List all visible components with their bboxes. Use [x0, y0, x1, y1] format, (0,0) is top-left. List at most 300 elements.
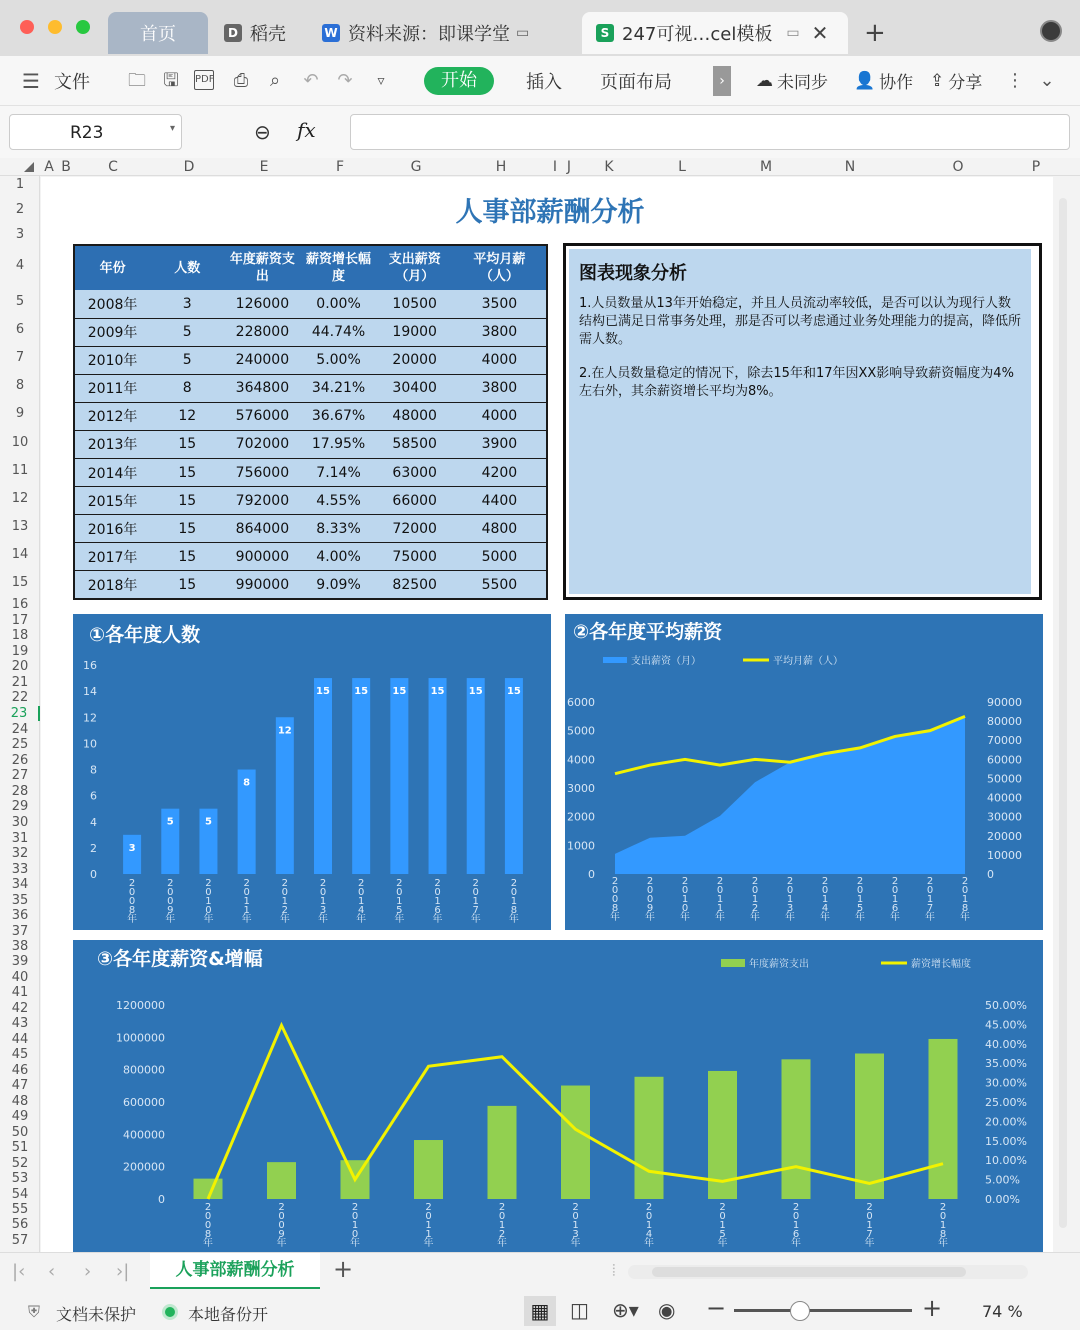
row-header[interactable]: 16	[11, 597, 29, 612]
x-tick-label: 2 0 1 8 年	[960, 876, 970, 923]
data-label: 15	[316, 686, 330, 698]
open-folder-icon[interactable]: 🗀	[128, 70, 146, 91]
column-header[interactable]: K	[604, 159, 614, 175]
analysis-box	[563, 243, 1042, 600]
tab-page-layout[interactable]	[600, 68, 672, 94]
share-icon: ⇪	[930, 70, 945, 91]
row-header[interactable]: 29	[11, 799, 29, 814]
table-cell[interactable]: 126000	[224, 290, 300, 318]
file-menu[interactable]	[54, 68, 90, 94]
row-header[interactable]: 42	[11, 1001, 29, 1016]
table-cell[interactable]: 5500	[453, 571, 547, 599]
y-tick-label: 14	[83, 685, 97, 699]
x-tick-label: 2 0 1 7 年	[864, 1202, 875, 1249]
table-cell[interactable]: 702000	[224, 430, 300, 458]
y-tick-label: 10	[83, 737, 97, 751]
table-cell[interactable]: 756000	[224, 458, 300, 486]
y-tick-label: 200000	[123, 1160, 165, 1174]
x-tick-label: 2 0 0 8 年	[127, 878, 138, 925]
y2-tick-label: 20.00%	[985, 1115, 1027, 1129]
row-header[interactable]: 11	[11, 463, 29, 478]
row-header[interactable]: 15	[11, 575, 29, 590]
share-label: 分享	[948, 73, 983, 93]
table-cell[interactable]: 3	[150, 290, 224, 318]
menu-icon[interactable]: ☰	[22, 69, 40, 93]
more-quick-icon[interactable]: ▿	[377, 73, 385, 89]
select-all-icon[interactable]	[24, 162, 34, 172]
maximize-window-button[interactable]	[76, 20, 90, 34]
row-header[interactable]: 54	[11, 1187, 29, 1202]
y2-tick-label: 10000	[987, 848, 1022, 862]
table-cell[interactable]: 4000	[453, 402, 547, 430]
tab-home[interactable]	[108, 12, 208, 54]
table-cell[interactable]: 36.67%	[300, 402, 376, 430]
x-tick-label: 2 0 1 2 年	[279, 878, 290, 925]
table-row	[74, 515, 547, 543]
close-tab-icon[interactable]: ✕	[811, 21, 829, 45]
close-window-button[interactable]	[20, 20, 34, 34]
row-header[interactable]: 43	[11, 1016, 29, 1031]
table-cell[interactable]: 7.14%	[300, 458, 376, 486]
row-header[interactable]: 37	[11, 924, 29, 939]
table-row	[74, 290, 547, 318]
sync-status-button[interactable]	[756, 68, 828, 93]
row-header[interactable]: 38	[11, 939, 29, 954]
table-cell[interactable]: 10500	[377, 290, 453, 318]
print-icon[interactable]: ⎙	[233, 70, 249, 91]
page-title: 人事部薪酬分析	[455, 197, 645, 228]
table-cell[interactable]: 15	[150, 487, 224, 515]
table-cell[interactable]: 15	[150, 515, 224, 543]
row-header[interactable]: 17	[11, 613, 29, 628]
redo-icon[interactable]: ↷	[337, 70, 353, 91]
table-cell[interactable]: 2008年	[74, 290, 150, 318]
dropdown-icon: ▾	[170, 123, 176, 134]
table-row	[74, 346, 547, 374]
x-tick-label: 2 0 0 9 年	[276, 1202, 287, 1249]
table-cell[interactable]: 63000	[377, 458, 453, 486]
table-cell[interactable]: 240000	[224, 346, 300, 374]
y-tick-label: 5000	[567, 724, 595, 738]
column-header[interactable]: P	[1031, 159, 1041, 175]
row-headers	[0, 176, 40, 1252]
protect-status[interactable]: 文档未保护	[56, 1305, 137, 1324]
column-header[interactable]: L	[678, 159, 686, 175]
y-tick-label: 0	[158, 1193, 165, 1206]
table-cell[interactable]: 2013年	[74, 430, 150, 458]
table-cell[interactable]: 8	[150, 374, 224, 402]
bar	[488, 1106, 517, 1199]
y2-tick-label: 45.00%	[985, 1018, 1027, 1032]
cloud-screen-icon: ▭	[516, 25, 530, 41]
normal-view-icon[interactable]: ▦	[524, 1296, 556, 1326]
column-header[interactable]: O	[952, 159, 964, 175]
row-header[interactable]: 23	[0, 706, 40, 721]
y-tick-label: 4	[90, 815, 97, 829]
x-tick-label: 2 0 0 8 年	[203, 1202, 213, 1249]
column-header[interactable]: J	[566, 159, 572, 175]
x-tick-label: 2 0 1 4 年	[820, 876, 830, 923]
add-sheet-icon[interactable]: +	[333, 1255, 354, 1283]
collab-button[interactable]	[854, 68, 913, 93]
bar	[467, 678, 485, 874]
row-header[interactable]: 33	[11, 862, 29, 877]
row-header[interactable]: 20	[11, 659, 29, 674]
zoom-search-icon[interactable]: ⊖	[254, 120, 271, 144]
table-cell[interactable]: 990000	[224, 571, 300, 599]
bar	[782, 1059, 811, 1199]
x-tick-label: 2 0 1 3 年	[785, 876, 795, 923]
cloud-icon: ☁	[756, 70, 773, 91]
row-header[interactable]: 26	[11, 753, 29, 768]
bar	[929, 1039, 958, 1199]
row-header[interactable]: 48	[11, 1094, 29, 1109]
y-tick-label: 1000000	[116, 1031, 165, 1045]
table-cell[interactable]: 15	[150, 458, 224, 486]
sheet-tab-bar	[0, 1252, 1080, 1292]
ribbon-scroll-right-icon[interactable]: ›	[713, 66, 731, 96]
column-header-avg-salary: 平均月薪（人）	[453, 245, 547, 290]
table-cell[interactable]: 4.55%	[300, 487, 376, 515]
table-cell[interactable]: 228000	[224, 318, 300, 346]
x-tick-label: 2 0 1 8 年	[508, 878, 519, 925]
formula-input[interactable]	[350, 114, 1070, 150]
row-header[interactable]: 31	[11, 831, 29, 846]
data-label: 5	[166, 816, 174, 828]
formula-bar	[0, 106, 1080, 158]
x-tick-label: 2 0 1 2 年	[750, 876, 760, 923]
row-header[interactable]: 2	[15, 202, 25, 217]
table-cell[interactable]: 48000	[377, 402, 453, 430]
table-cell[interactable]: 2015年	[74, 487, 150, 515]
table-cell[interactable]: 3800	[453, 374, 547, 402]
y-tick-label: 2	[90, 841, 97, 855]
table-cell[interactable]: 3900	[453, 430, 547, 458]
row-header[interactable]: 4	[15, 258, 25, 273]
row-header[interactable]: 6	[15, 322, 25, 337]
y2-tick-label: 15.00%	[985, 1134, 1027, 1148]
row-header[interactable]: 21	[11, 675, 29, 690]
row-header[interactable]: 41	[11, 985, 29, 1000]
row-header[interactable]: 22	[11, 690, 29, 705]
row-header[interactable]: 55	[11, 1202, 29, 1217]
tab-sheet-active[interactable]	[582, 12, 848, 54]
table-cell[interactable]: 12	[150, 402, 224, 430]
row-header[interactable]: 10	[11, 435, 29, 450]
first-sheet-icon[interactable]: |‹	[12, 1261, 26, 1282]
tab-doc-source[interactable]	[308, 12, 578, 54]
row-header[interactable]: 5	[15, 294, 25, 309]
chart-title: ①各年度人数	[89, 624, 201, 646]
zoom-level[interactable]: 74 %	[982, 1302, 1023, 1321]
row-header[interactable]: 40	[11, 970, 29, 985]
table-cell[interactable]: 75000	[377, 543, 453, 571]
chart-salary-growth[interactable]	[73, 940, 1043, 1252]
more-icon[interactable]: ⋮	[1006, 70, 1024, 91]
row-header[interactable]: 46	[11, 1063, 29, 1078]
table-cell[interactable]: 3500	[453, 290, 547, 318]
table-cell[interactable]: 5000	[453, 543, 547, 571]
table-cell[interactable]: 2016年	[74, 515, 150, 543]
row-header[interactable]: 1	[15, 177, 25, 192]
fx-icon[interactable]: fx	[297, 118, 316, 142]
row-header[interactable]: 52	[11, 1156, 29, 1171]
row-header[interactable]: 24	[11, 722, 29, 737]
print-preview-icon[interactable]: ⌕	[269, 70, 281, 91]
row-header[interactable]: 12	[11, 491, 29, 506]
table-cell[interactable]: 4200	[453, 458, 547, 486]
y-tick-label: 1200000	[116, 999, 165, 1012]
tab-insert-label: 插入	[526, 72, 562, 93]
legend-label: 年度薪资支出	[749, 959, 809, 970]
x-tick-label: 2 0 1 4 年	[644, 1202, 654, 1249]
table-cell[interactable]: 3800	[453, 318, 547, 346]
table-cell[interactable]: 4.00%	[300, 543, 376, 571]
column-header-monthly-salary: 支出薪资（月）	[377, 245, 453, 290]
row-header[interactable]: 45	[11, 1047, 29, 1062]
y-tick-label: 2000	[567, 810, 595, 824]
row-header[interactable]: 57	[11, 1233, 29, 1248]
row-header[interactable]: 13	[11, 519, 29, 534]
column-header-growth: 薪资增长幅度	[300, 245, 376, 290]
analysis-paragraph: 1.人员数量从13年开始稳定，并且人员流动率较低，是否可以认为现行人数结构已满足日常事务处理，那是否可以考虑通过业务处理能力的提高，降低所需人数。	[579, 296, 1022, 347]
table-cell[interactable]: 66000	[377, 487, 453, 515]
table-cell[interactable]: 864000	[224, 515, 300, 543]
y-tick-label: 6	[90, 789, 97, 803]
table-cell[interactable]: 0.00%	[300, 290, 376, 318]
legend-swatch	[603, 657, 627, 663]
salary-table	[73, 244, 548, 600]
scroll-thumb[interactable]	[652, 1267, 966, 1277]
table-cell[interactable]: 5.00%	[300, 346, 376, 374]
y2-tick-label: 90000	[987, 696, 1022, 709]
row-header[interactable]: 51	[11, 1140, 29, 1155]
row-header[interactable]: 25	[11, 737, 29, 752]
tab-start[interactable]	[424, 67, 494, 95]
column-header[interactable]: B	[61, 159, 71, 175]
row-header[interactable]: 44	[11, 1032, 29, 1047]
column-header[interactable]: N	[844, 159, 856, 175]
table-cell[interactable]: 4000	[453, 346, 547, 374]
x-tick-label: 2 0 1 1 年	[423, 1202, 434, 1249]
split-handle-icon[interactable]: ⦙	[612, 1261, 616, 1280]
chart-salary-growth-svg	[73, 940, 1043, 1252]
row-header[interactable]: 36	[11, 908, 29, 923]
table-cell[interactable]: 5	[150, 318, 224, 346]
legend-label: 支出薪资（月）	[631, 656, 701, 667]
scroll-thumb[interactable]	[1059, 198, 1067, 1228]
row-header[interactable]: 3	[15, 227, 25, 242]
table-cell[interactable]: 4800	[453, 515, 547, 543]
table-cell[interactable]: 2018年	[74, 571, 150, 599]
chart-headcount[interactable]	[73, 614, 551, 930]
tab-insert[interactable]	[526, 68, 562, 94]
status-bar	[0, 1292, 1080, 1330]
row-header[interactable]: 47	[11, 1078, 29, 1093]
y2-tick-label: 70000	[987, 734, 1022, 748]
table-row	[74, 543, 547, 571]
name-box[interactable]	[9, 114, 182, 150]
row-header[interactable]: 49	[11, 1109, 29, 1124]
tab-daoke[interactable]	[210, 12, 310, 54]
x-tick-label: 2 0 1 1 年	[715, 876, 725, 923]
avatar[interactable]	[1040, 20, 1062, 42]
zoom-slider[interactable]	[734, 1309, 912, 1312]
bar	[267, 1162, 296, 1199]
tab-start-label: 开始	[441, 70, 477, 91]
collapse-ribbon-icon[interactable]: ⌄	[1039, 70, 1055, 91]
table-cell[interactable]: 576000	[224, 402, 300, 430]
table-cell[interactable]: 58500	[377, 430, 453, 458]
table-cell[interactable]: 15	[150, 430, 224, 458]
column-header-annual-salary: 年度薪资支出	[224, 245, 300, 290]
user-icon: 👤	[854, 70, 876, 91]
table-cell[interactable]: 82500	[377, 571, 453, 599]
y-tick-label: 4000	[567, 753, 595, 767]
row-header[interactable]: 14	[11, 547, 29, 562]
sync-label: 未同步	[777, 73, 828, 93]
zoom-slider-thumb[interactable]	[790, 1301, 810, 1321]
bar	[855, 1054, 884, 1200]
data-label: 15	[468, 686, 483, 698]
column-header[interactable]: G	[410, 159, 422, 175]
x-tick-label: 2 0 1 1 年	[241, 878, 252, 925]
vertical-scrollbar[interactable]	[1053, 176, 1080, 1252]
column-header[interactable]: M	[759, 159, 773, 175]
table-cell[interactable]: 2012年	[74, 402, 150, 430]
shield-icon: ⛨	[28, 1302, 41, 1321]
column-header-headcount: 人数	[150, 245, 224, 290]
table-cell[interactable]: 15	[150, 543, 224, 571]
table-cell[interactable]: 4400	[453, 487, 547, 515]
page-view-icon[interactable]: ◫	[570, 1298, 589, 1322]
x-tick-label: 2 0 1 0 年	[203, 878, 214, 925]
table-cell[interactable]: 44.74%	[300, 318, 376, 346]
y-tick-label: 0	[588, 868, 595, 881]
y-tick-label: 8	[90, 763, 97, 777]
row-header[interactable]: 32	[11, 846, 29, 861]
export-pdf-icon[interactable]: PDF	[194, 70, 214, 90]
column-header[interactable]: E	[259, 159, 269, 175]
y-tick-label: 1000	[567, 839, 595, 853]
row-header[interactable]: 35	[11, 893, 29, 908]
y2-tick-label: 30000	[987, 810, 1022, 824]
sheet-tab-label: 人事部薪酬分析	[175, 1260, 295, 1280]
table-cell[interactable]: 15	[150, 571, 224, 599]
table-cell[interactable]: 2009年	[74, 318, 150, 346]
zoom-in-icon[interactable]: +	[922, 1294, 943, 1322]
table-cell[interactable]: 20000	[377, 346, 453, 374]
y2-tick-label: 20000	[987, 829, 1022, 843]
table-row	[74, 487, 547, 515]
backup-status[interactable]: 本地备份开	[188, 1305, 269, 1324]
save-icon[interactable]: 🖫	[163, 70, 179, 91]
table-cell[interactable]: 19000	[377, 318, 453, 346]
area-series	[615, 716, 965, 874]
column-header-year: 年份	[74, 245, 150, 290]
zoom-out-icon[interactable]: −	[706, 1294, 727, 1322]
table-cell[interactable]: 5	[150, 346, 224, 374]
table-cell[interactable]: 72000	[377, 515, 453, 543]
row-header[interactable]: 18	[11, 628, 29, 643]
horizontal-scrollbar[interactable]	[628, 1265, 1028, 1279]
row-header[interactable]: 30	[11, 815, 29, 830]
title-bar	[0, 0, 1080, 56]
table-cell[interactable]: 8.33%	[300, 515, 376, 543]
table-cell[interactable]: 900000	[224, 543, 300, 571]
table-cell[interactable]: 30400	[377, 374, 453, 402]
reading-layout-icon[interactable]: ⊕▾	[612, 1298, 639, 1322]
row-header[interactable]: 27	[11, 768, 29, 783]
table-cell[interactable]: 2011年	[74, 374, 150, 402]
bar	[561, 1086, 590, 1199]
row-header[interactable]: 9	[15, 406, 25, 421]
new-tab-icon[interactable]: +	[864, 18, 886, 48]
row-header[interactable]: 56	[11, 1217, 29, 1232]
column-header[interactable]: C	[108, 159, 118, 175]
row-header[interactable]: 8	[15, 378, 25, 393]
row-header[interactable]: 39	[11, 954, 29, 969]
column-header[interactable]: F	[335, 159, 345, 175]
row-header[interactable]: 19	[11, 644, 29, 659]
share-button[interactable]	[930, 68, 982, 93]
chart-headcount-svg	[73, 614, 551, 930]
chart-avg-salary[interactable]	[565, 614, 1043, 930]
table-cell[interactable]: 2017年	[74, 543, 150, 571]
table-row	[74, 402, 547, 430]
row-header[interactable]: 28	[11, 784, 29, 799]
y-tick-label: 16	[83, 659, 97, 672]
y2-tick-label: 5.00%	[985, 1173, 1020, 1187]
eye-protection-icon[interactable]: ◉	[658, 1298, 676, 1322]
table-cell[interactable]: 2014年	[74, 458, 150, 486]
y2-tick-label: 10.00%	[985, 1154, 1027, 1168]
x-tick-label: 2 0 1 2 年	[497, 1202, 507, 1249]
table-header-row	[74, 245, 547, 290]
table-cell[interactable]: 2010年	[74, 346, 150, 374]
last-sheet-icon[interactable]: ›|	[116, 1261, 130, 1282]
sheet-tab-active[interactable]	[150, 1253, 320, 1289]
y-tick-label: 400000	[123, 1128, 165, 1142]
table-cell[interactable]: 792000	[224, 487, 300, 515]
row-header[interactable]: 7	[15, 350, 25, 365]
table-cell[interactable]: 17.95%	[300, 430, 376, 458]
table-cell[interactable]: 9.09%	[300, 571, 376, 599]
minimize-window-button[interactable]	[48, 20, 62, 34]
data-label: 3	[128, 842, 136, 854]
bar	[352, 678, 370, 874]
table-row	[74, 571, 547, 599]
row-header[interactable]: 53	[11, 1171, 29, 1186]
row-header[interactable]: 34	[11, 877, 29, 892]
data-label: 5	[204, 816, 212, 828]
table-cell[interactable]: 364800	[224, 374, 300, 402]
next-sheet-icon[interactable]: ›	[84, 1261, 92, 1282]
column-header[interactable]: I	[552, 159, 558, 175]
column-header[interactable]: A	[44, 159, 54, 175]
table-cell[interactable]: 34.21%	[300, 374, 376, 402]
column-header[interactable]: H	[495, 159, 507, 175]
y2-tick-label: 35.00%	[985, 1057, 1027, 1071]
undo-icon[interactable]: ↶	[303, 70, 319, 91]
tab-home-label: 首页	[140, 24, 176, 45]
data-label: 15	[506, 686, 521, 698]
row-header[interactable]: 50	[11, 1125, 29, 1140]
column-header[interactable]: D	[183, 159, 195, 175]
legend-label: 平均月薪（人）	[773, 656, 843, 667]
prev-sheet-icon[interactable]: ‹	[48, 1261, 56, 1282]
analysis-title: 图表现象分析	[579, 263, 687, 284]
